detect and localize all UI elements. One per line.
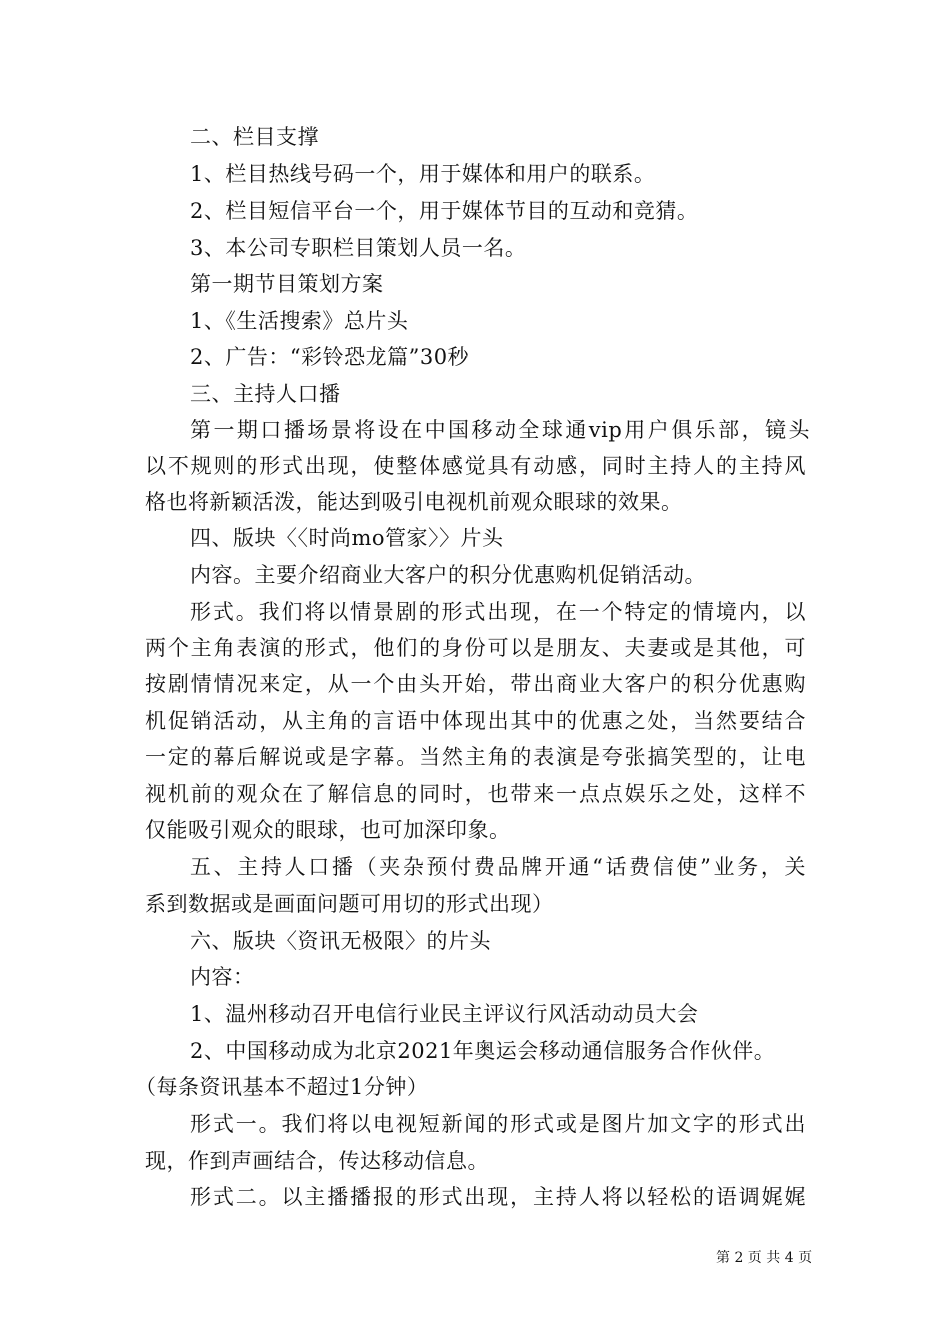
paragraph-line: 形式一。我们将以电视短新闻的形式或是图片加文字的形式出: [190, 1112, 806, 1136]
list-item: 3、本公司专职栏目策划人员一名。: [190, 236, 527, 260]
list-item: 2、广告：“彩铃恐龙篇”30秒: [190, 345, 470, 369]
section-heading: 第一期节目策划方案: [190, 272, 384, 296]
section-heading: 二、栏目支撑: [190, 125, 319, 149]
paragraph-line: 形式二。以主播播报的形式出现，主持人将以轻松的语调娓娓: [190, 1185, 806, 1209]
paragraph-line: 第一期口播场景将设在中国移动全球通vip用户俱乐部，镜头: [190, 418, 810, 442]
paragraph-line: 内容。主要介绍商业大客户的积分优惠购机促销活动。: [190, 563, 706, 587]
paragraph-line: 视机前的观众在了解信息的同时，也带来一点点娱乐之处，这样不: [145, 782, 806, 806]
list-item: 2、栏目短信平台一个，用于媒体节目的互动和竞猜。: [190, 199, 699, 223]
list-item: 1、栏目热线号码一个，用于媒体和用户的联系。: [190, 162, 656, 186]
list-item: 2、中国移动成为北京2021年奥运会移动通信服务合作伙伴。: [190, 1039, 776, 1063]
paragraph-line: 一定的幕后解说或是字幕。当然主角的表演是夸张搞笑型的，让电: [145, 745, 806, 769]
paragraph-line: （每条资讯基本不超过1分钟）: [135, 1075, 429, 1099]
paragraph-line: 以不规则的形式出现，使整体感觉具有动感，同时主持人的主持风: [145, 454, 806, 478]
paragraph-line: 形式。我们将以情景剧的形式出现，在一个特定的情境内，以: [190, 600, 806, 624]
paragraph-line: 仅能吸引观众的眼球，也可加深印象。: [145, 818, 511, 842]
page-number-footer: 第 2 页 共 4 页: [716, 1250, 813, 1266]
section-heading: 五、主持人口播（夹杂预付费品牌开通“话费信使”业务，关: [190, 855, 806, 879]
section-heading: 六、版块〈资讯无极限〉的片头: [190, 929, 491, 953]
list-item: 1、温州移动召开电信行业民主评议行风活动动员大会: [190, 1002, 699, 1026]
list-item: 1、《生活搜索》总片头: [190, 309, 409, 333]
paragraph-line: 系到数据或是画面问题可用切的形式出现）: [145, 892, 554, 916]
paragraph-line: 现，作到声画结合，传达移动信息。: [145, 1149, 489, 1173]
paragraph-line: 机促销活动，从主角的言语中体现出其中的优惠之处，当然要结合: [145, 709, 806, 733]
paragraph-line: 格也将新颖活泼，能达到吸引电视机前观众眼球的效果。: [145, 490, 683, 514]
section-heading: 三、主持人口播: [190, 382, 341, 406]
paragraph-line: 两个主角表演的形式，他们的身份可以是朋友、夫妻或是其他，可: [145, 636, 806, 660]
section-heading: 四、版块〈〈时尚mo管家〉〉片头: [190, 526, 504, 550]
paragraph-line: 按剧情情况来定，从一个由头开始，带出商业大客户的积分优惠购: [145, 672, 806, 696]
paragraph-line: 内容：: [190, 965, 255, 989]
